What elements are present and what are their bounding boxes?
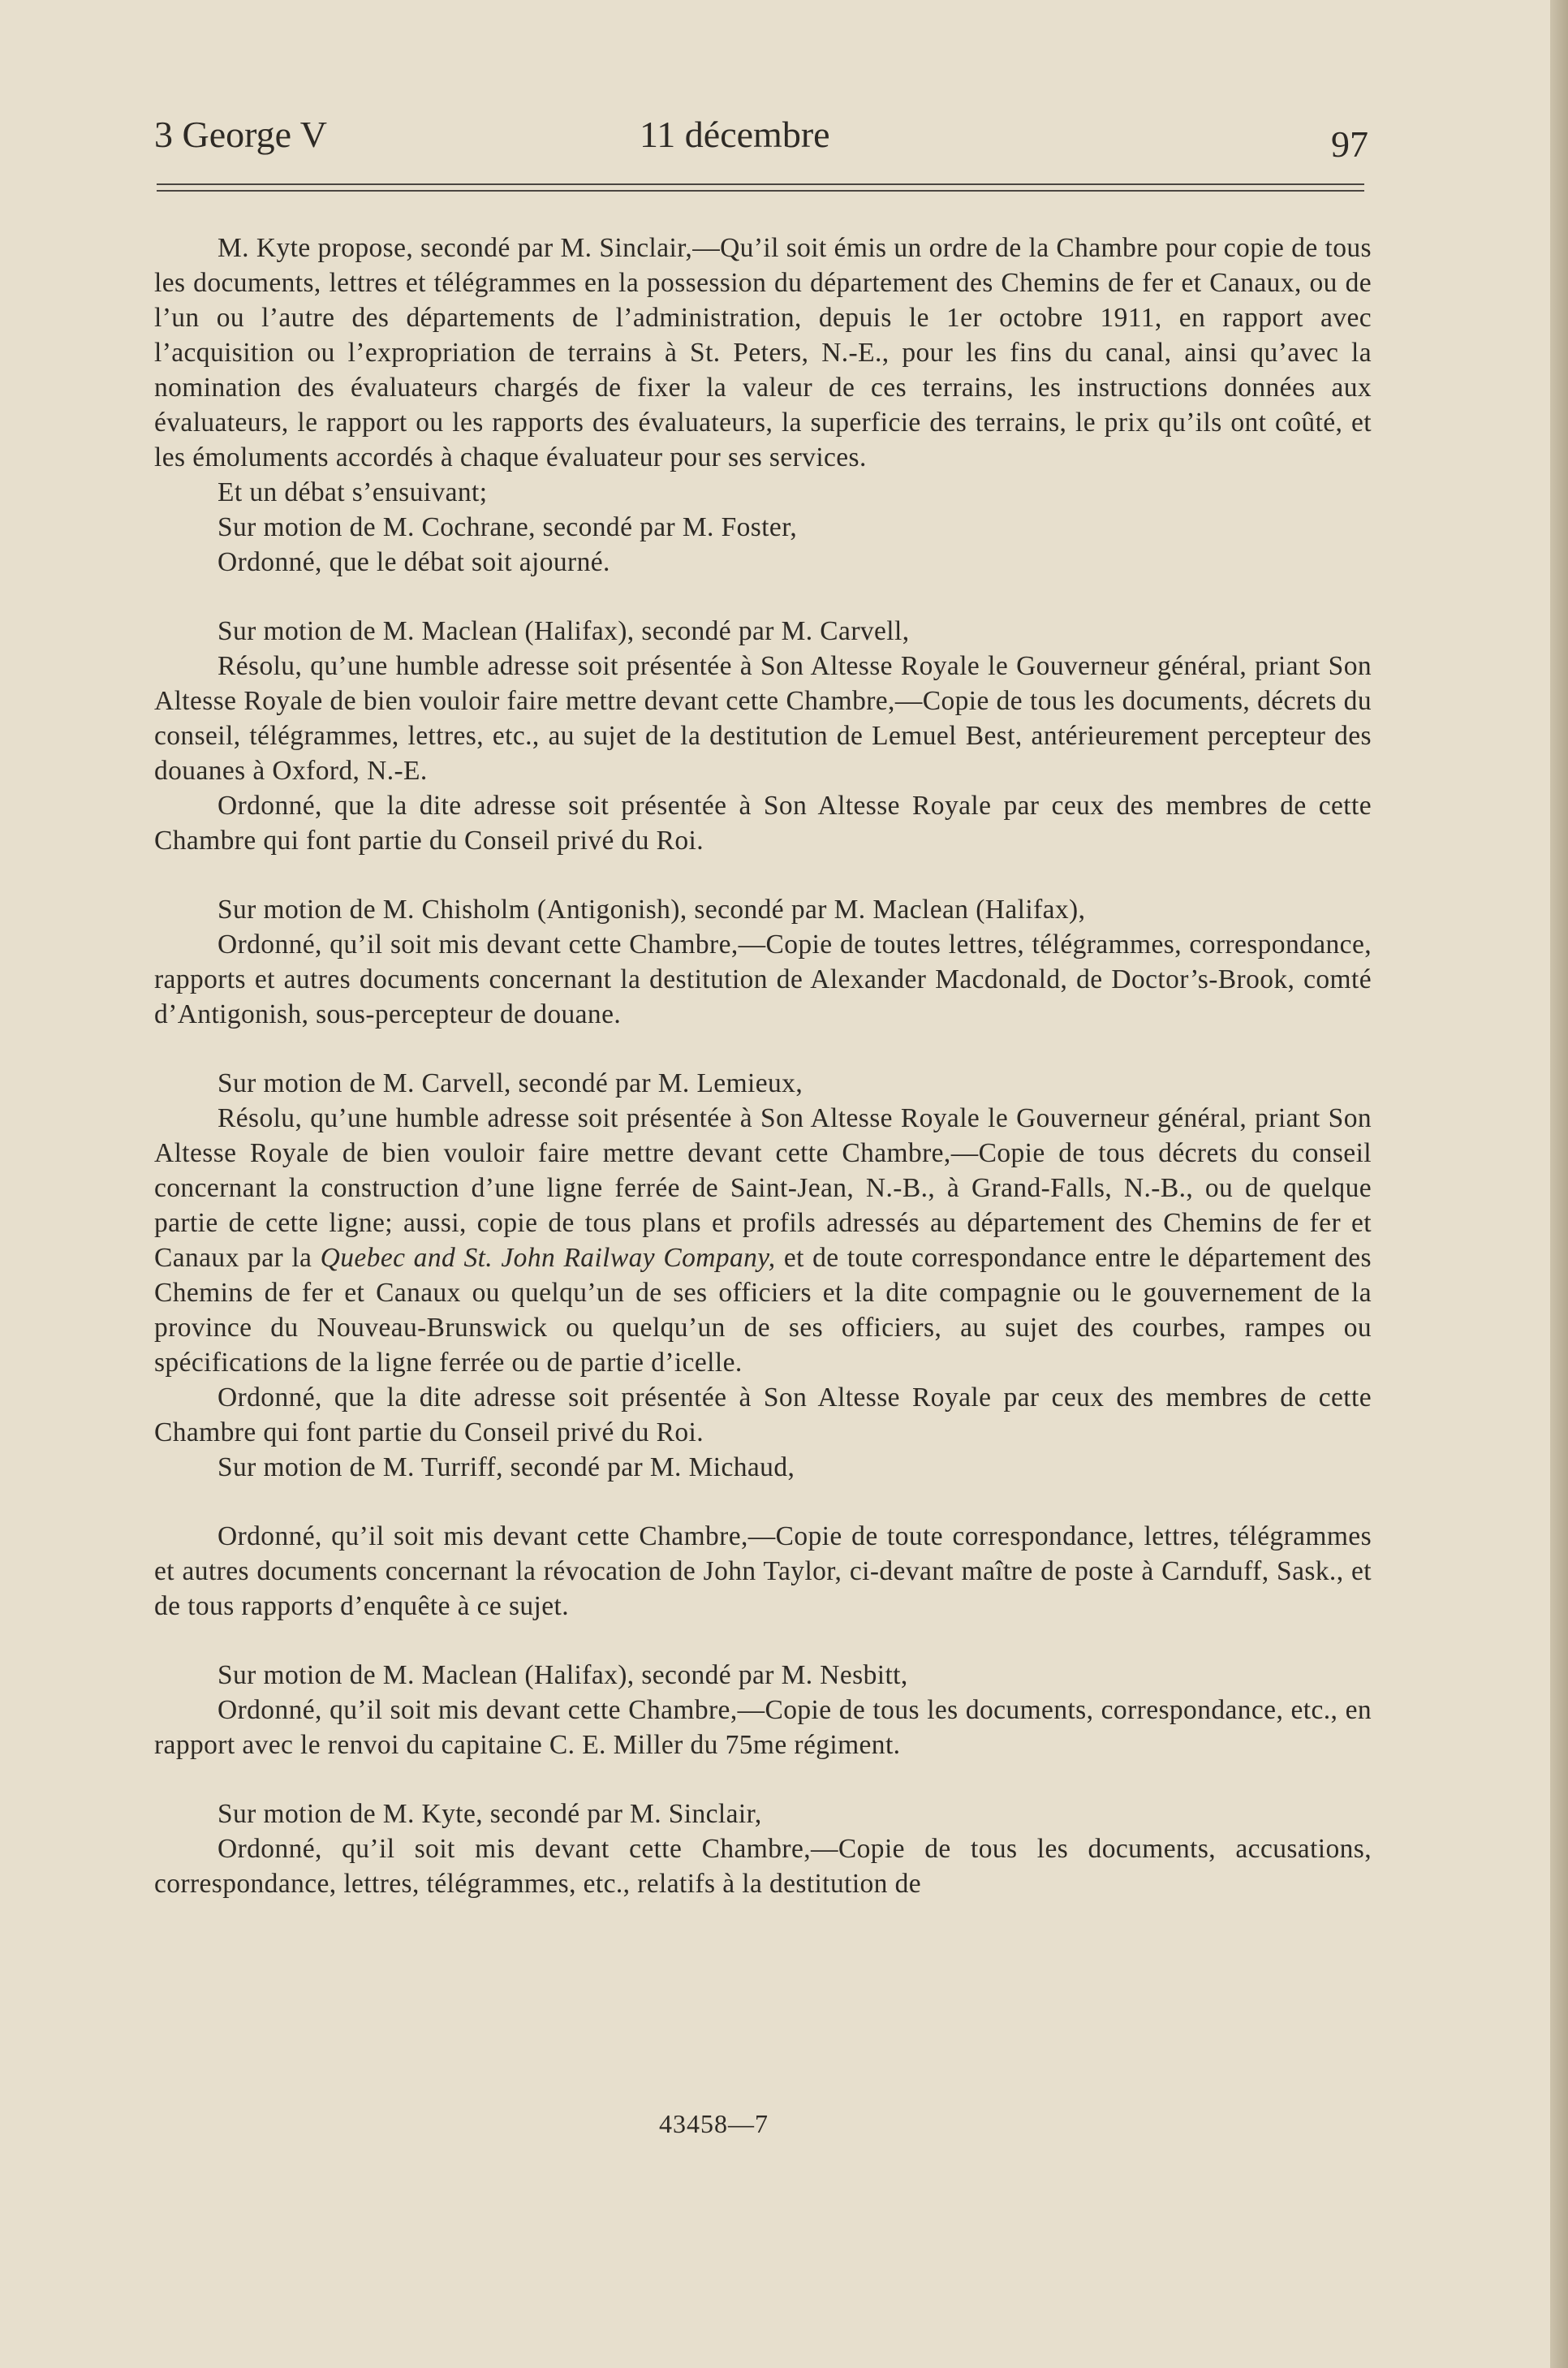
paragraph: Sur motion de M. Maclean (Halifax), secondé par M. Nesbitt, [218, 1660, 908, 1690]
paragraph: Sur motion de M. Turriff, secondé par M. Michaud, [218, 1452, 795, 1482]
paragraph: Sur motion de M. Carvell, secondé par M. Lemieux, [218, 1068, 803, 1098]
paragraph: Ordonné, qu’il soit mis devant cette Chambre,—Copie de tous les documents, accusations, correspondance, lettres, télégrammes, etc., relatifs à la destitution de [154, 1834, 1372, 1899]
paragraph: Ordonné, que la dite adresse soit présentée à Son Altesse Royale par ceux des membres de cette Chambre qui font partie du Conseil privé du Roi. [154, 1382, 1372, 1447]
header-date: 11 décembre [640, 114, 830, 155]
header-rule [157, 183, 1364, 192]
paragraph: Ordonné, qu’il soit mis devant cette Chambre,—Copie de toutes lettres, télégrammes, correspondance, rapports et autres documents concernant la destitution de Alexander Macdonald, de Doctor’s-Brook, comté d’Antigonish, sous-percepteur de douane. [154, 930, 1372, 1029]
paragraph: Sur motion de M. Kyte, secondé par M. Sinclair, [218, 1799, 762, 1829]
paragraph: Résolu, qu’une humble adresse soit présentée à Son Altesse Royale le Gouverneur général, priant Son Altesse Royale de bien vouloir faire mettre devant cette Chambre,—Copie de tous les documents, décrets du conseil, télégrammes, lettres, etc., au sujet de la destitution de Lemuel Best, antérieurement percepteur des douanes à Oxford, N.-E. [154, 651, 1372, 786]
running-header [154, 112, 1372, 165]
page-edge [1550, 0, 1568, 2368]
paragraph: Et un débat s’ensuivant; [218, 477, 488, 507]
italic-company-name: Quebec and St. John Railway Company, [320, 1243, 776, 1273]
paragraph: Ordonné, qu’il soit mis devant cette Chambre,—Copie de toute correspondance, lettres, télégrammes et autres documents concernant la révocation de John Taylor, ci-devant maître de poste à Carnduff, Sask., et de tous rapports d’enquête à ce sujet. [154, 1521, 1372, 1621]
paragraph: Ordonné, qu’il soit mis devant cette Chambre,—Copie de tous les documents, correspondance, etc., en rapport avec le renvoi du capitaine C. E. Miller du 75me régiment. [154, 1695, 1372, 1760]
body-text [154, 231, 1372, 1901]
paragraph-text: et de toute correspondance entre le département des Chemins de fer et Canaux ou quelqu’un de ses officiers et la dite compagnie ou le gouvernement de la province du Nouveau-Brunswick ou quelqu’un de ses officiers, au sujet des courbes, rampes ou spécifications de la ligne ferrée ou de partie d’icelle. [154, 1243, 1372, 1378]
paragraph: Ordonné, que la dite adresse soit présentée à Son Altesse Royale par ceux des membres de cette Chambre qui font partie du Conseil privé du Roi. [154, 791, 1372, 856]
paragraph [154, 1101, 1372, 1380]
paragraph-text: Résolu, qu’une humble adresse soit présentée à Son Altesse Royale le Gouverneur général, priant Son Altesse Royale de bien vouloir faire mettre devant cette Chambre,—Copie de tous décrets du conseil concernant la construction d’une ligne ferrée de Saint-Jean, N.-B., à Grand-Falls, N.-B., ou de quelque partie de cette ligne; aussi, copie de tous plans et profils adressés au département des Chemins de fer et Canaux par la [154, 1103, 1372, 1273]
header-regnal-year: 3 George V [154, 114, 327, 155]
page-number: 97 [1331, 123, 1368, 165]
paragraph: Sur motion de M. Cochrane, secondé par M. Foster, [218, 512, 798, 542]
paragraph: Sur motion de M. Chisholm (Antigonish), secondé par M. Maclean (Halifax), [218, 895, 1086, 925]
paragraph: Sur motion de M. Maclean (Halifax), secondé par M. Carvell, [218, 616, 910, 646]
paragraph: Ordonné, que le débat soit ajourné. [218, 547, 610, 577]
paragraph: M. Kyte propose, secondé par M. Sinclair,—Qu’il soit émis un ordre de la Chambre pour copie de tous les documents, lettres et télégrammes en la possession du département des Chemins de fer et Canaux, ou de l’un ou l’autre des départements de l’administration, depuis le 1er octobre 1911, en rapport avec l’acquisition ou l’expropriation de terrains à St. Peters, N.-E., pour les fins du canal, ainsi qu’avec la nomination des évaluateurs chargés de fixer la valeur de ces terrains, les instructions données aux évaluateurs, le rapport ou les rapports des évaluateurs, la superficie des terrains, le prix qu’ils ont coûté, et les émoluments accordés à chaque évaluateur pour ses services. [154, 233, 1372, 472]
printer-signature: 43458—7 [659, 2109, 769, 2138]
